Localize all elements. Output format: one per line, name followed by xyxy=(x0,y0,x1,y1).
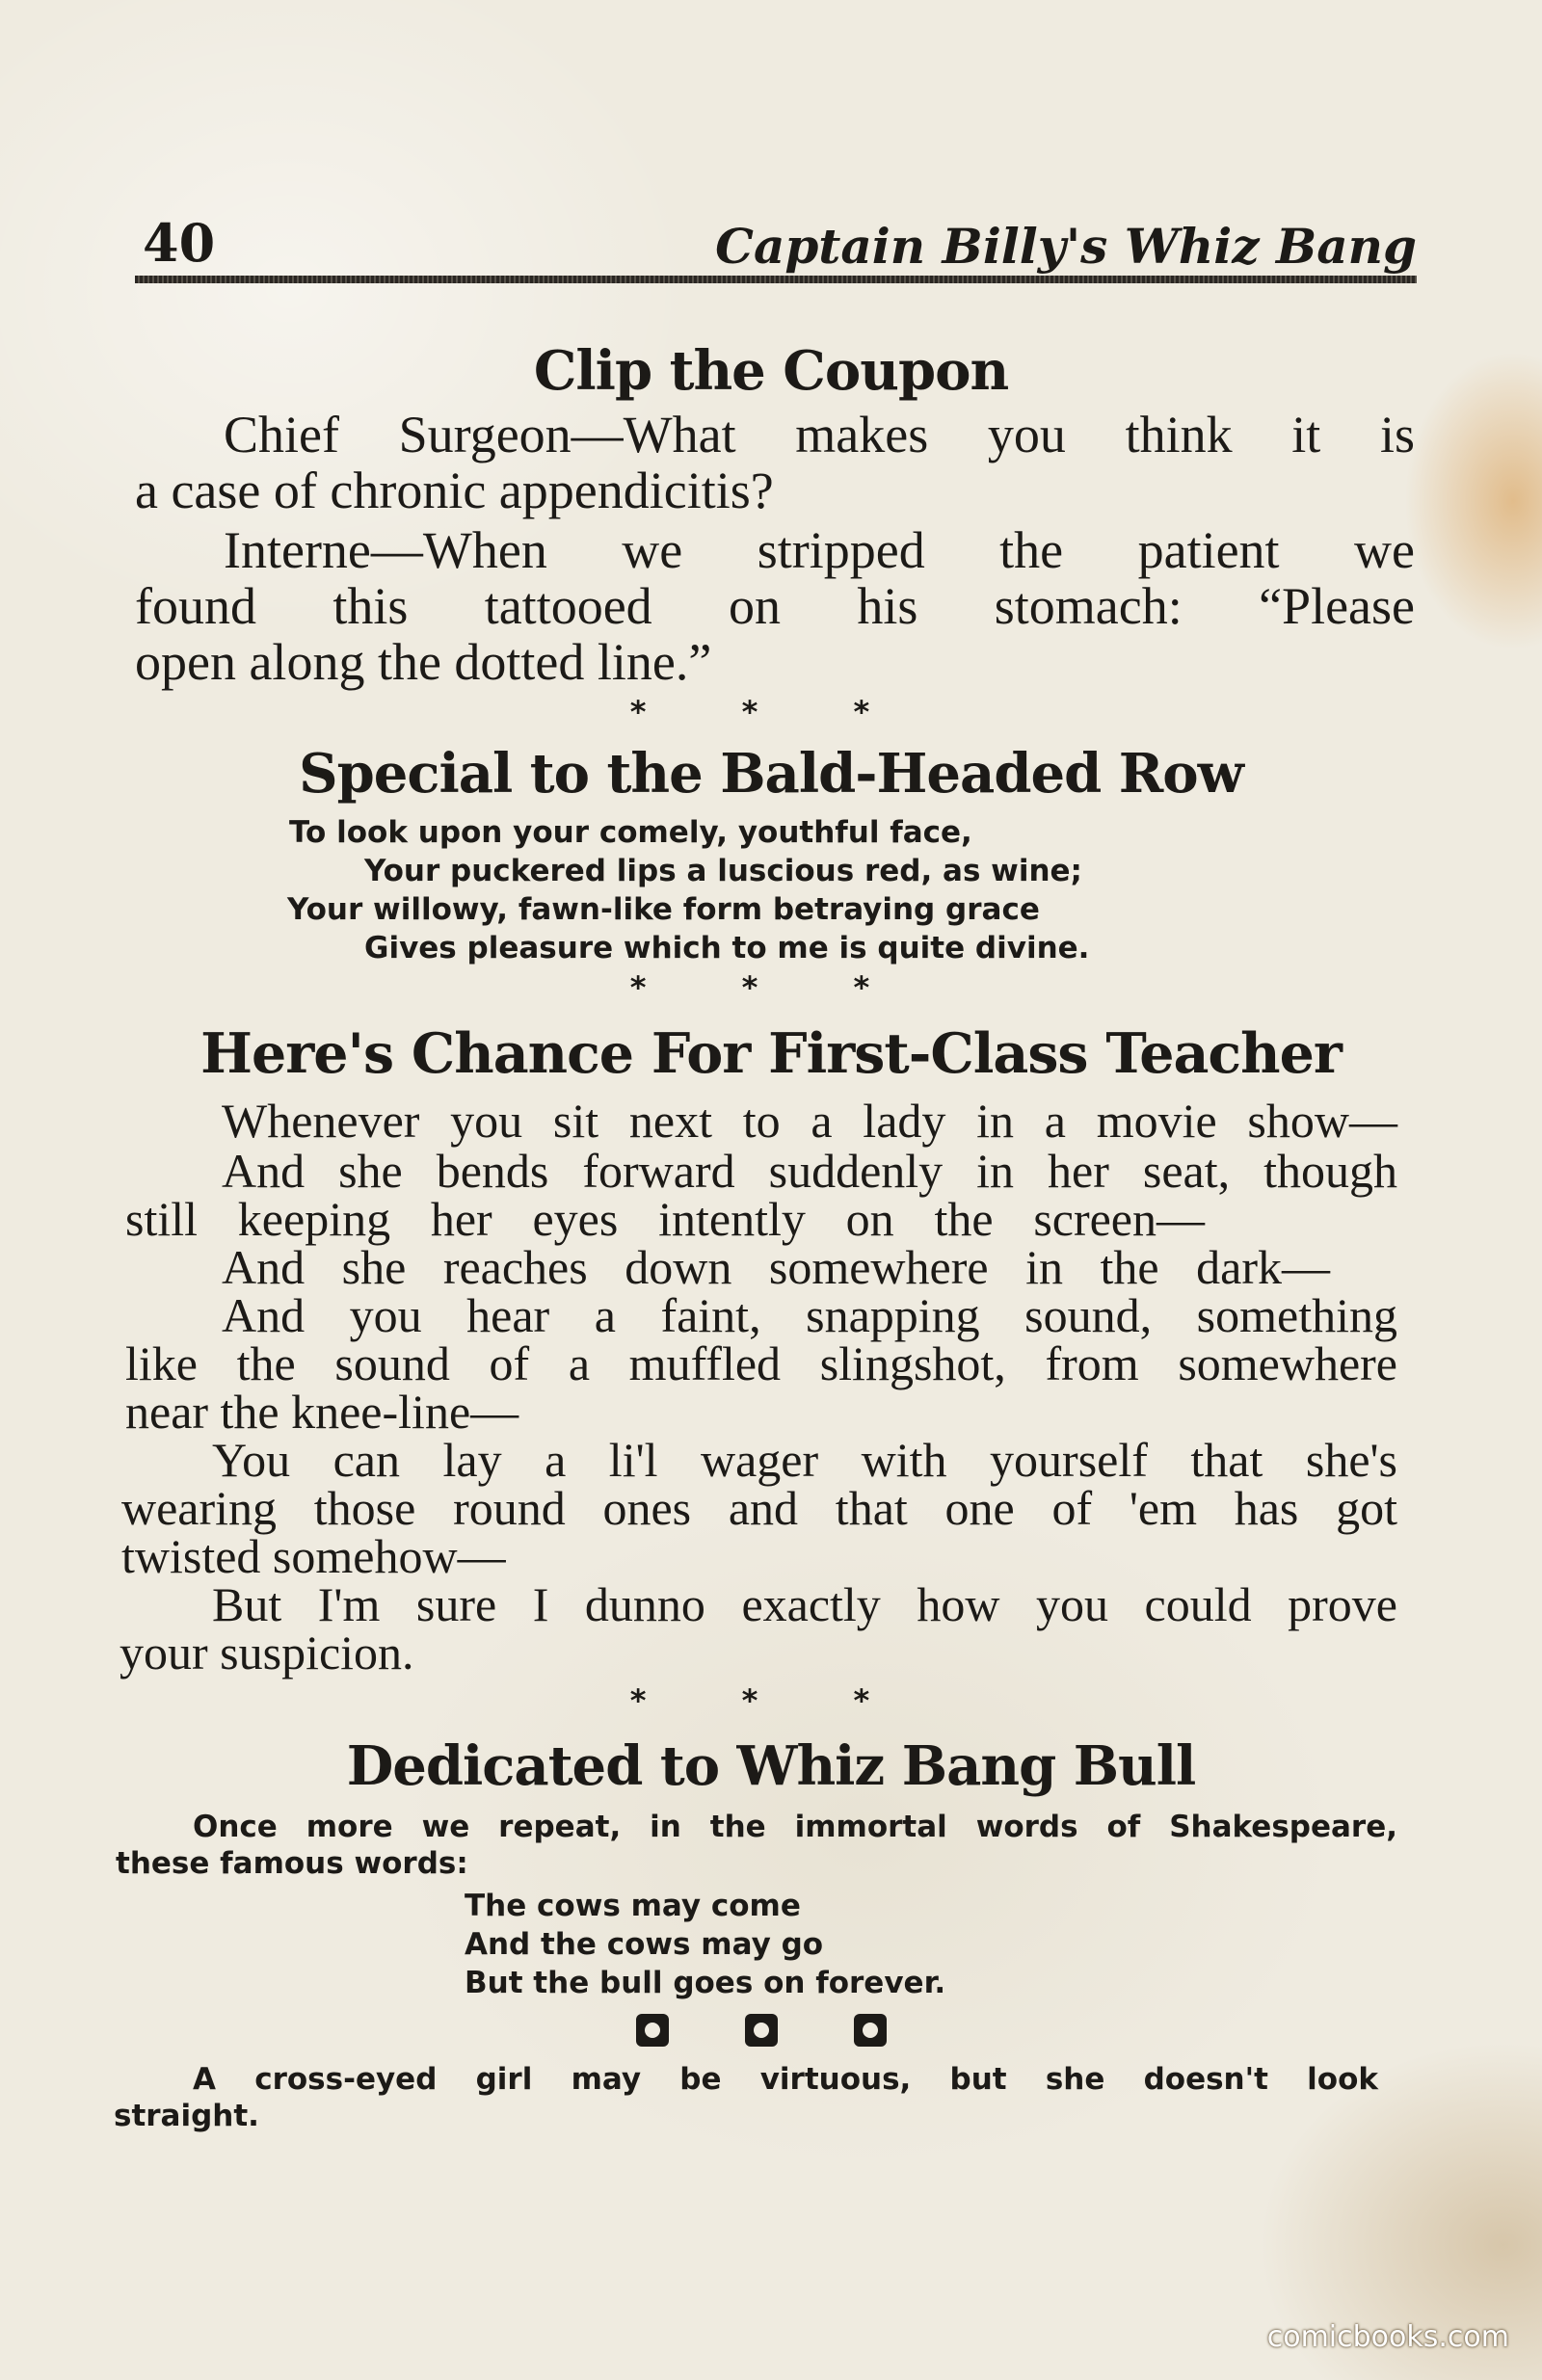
headline-clip-the-coupon: Clip the Coupon xyxy=(533,339,1009,403)
text-line-content: like the sound of a muffled slingshot, from somewhere xyxy=(125,1336,1397,1390)
text-line-content: And you hear a faint, snapping sound, something xyxy=(222,1288,1397,1342)
headline-first-class-teacher: Here's Chance For First-Class Teacher xyxy=(200,1021,1342,1086)
section-divider: * * * xyxy=(629,694,913,730)
section-divider: * * * xyxy=(629,969,913,1006)
text-line: these famous words: xyxy=(116,1846,468,1881)
section-divider: * * * xyxy=(629,1682,913,1719)
text-line-content: found this tattooed on his stomach: “Please xyxy=(135,577,1415,635)
text-line xyxy=(224,520,1415,580)
text-line xyxy=(222,1093,1397,1149)
headline-whiz-bang-bull: Dedicated to Whiz Bang Bull xyxy=(346,1734,1196,1798)
ornament-divider xyxy=(636,2014,887,2052)
text-line-content: wearing those round ones and that one of 'em has got xyxy=(121,1481,1397,1535)
running-head: Captain Billy's Whiz Bang xyxy=(715,218,1417,275)
poem-line: Your puckered lips a luscious red, as wine; xyxy=(364,854,1082,888)
text-line xyxy=(135,576,1415,636)
poem-line: To look upon your comely, youthful face, xyxy=(289,815,972,850)
text-line-content: You can lay a li'l wager with yourself that she's xyxy=(212,1433,1397,1487)
text-line-content: But I'm sure I dunno exactly how you could prove xyxy=(212,1577,1397,1631)
verse-line: But the bull goes on forever. xyxy=(465,1966,946,2000)
text-line-content: And she reaches down somewhere in the dark— xyxy=(222,1240,1330,1294)
text-line: near the knee-line— xyxy=(125,1385,519,1439)
header-rule xyxy=(135,276,1417,283)
text-line xyxy=(224,405,1415,464)
text-line-content: Whenever you sit next to a lady in a movie show— xyxy=(222,1094,1397,1148)
verse-line: The cows may come xyxy=(465,1889,801,1923)
text-line-content: Interne—When we stripped the patient we xyxy=(224,521,1415,579)
poem-line: Gives pleasure which to me is quite divine. xyxy=(364,931,1090,965)
text-line: straight. xyxy=(114,2099,259,2133)
page-number: 40 xyxy=(143,212,216,274)
ornament-icon xyxy=(854,2014,887,2047)
ornament-icon xyxy=(745,2014,778,2047)
ornament-icon xyxy=(636,2014,669,2047)
page-header xyxy=(135,193,1417,289)
text-line: a case of chronic appendicitis? xyxy=(135,462,774,519)
text-line xyxy=(193,1810,1397,1844)
poem-line: Your willowy, fawn-like form betraying grace xyxy=(287,892,1040,927)
text-line: twisted somehow— xyxy=(121,1529,506,1583)
headline-bald-headed-row: Special to the Bald-Headed Row xyxy=(299,742,1243,806)
text-line-content: still keeping her eyes intently on the screen— xyxy=(125,1192,1205,1246)
text-line-content: Chief Surgeon—What makes you think it is xyxy=(224,406,1415,463)
text-line xyxy=(193,2062,1378,2097)
text-line-content: Once more we repeat, in the immortal words of Shakespeare, xyxy=(193,1810,1397,1844)
text-line: open along the dotted line.” xyxy=(135,633,712,691)
watermark: comicbooks.com xyxy=(1266,2320,1509,2354)
text-line-content: And she bends forward suddenly in her seat, though xyxy=(222,1144,1397,1198)
text-line: your suspicion. xyxy=(120,1626,414,1679)
verse-line: And the cows may go xyxy=(465,1927,824,1962)
text-line-content: A cross-eyed girl may be virtuous, but she doesn't look xyxy=(193,2062,1378,2097)
